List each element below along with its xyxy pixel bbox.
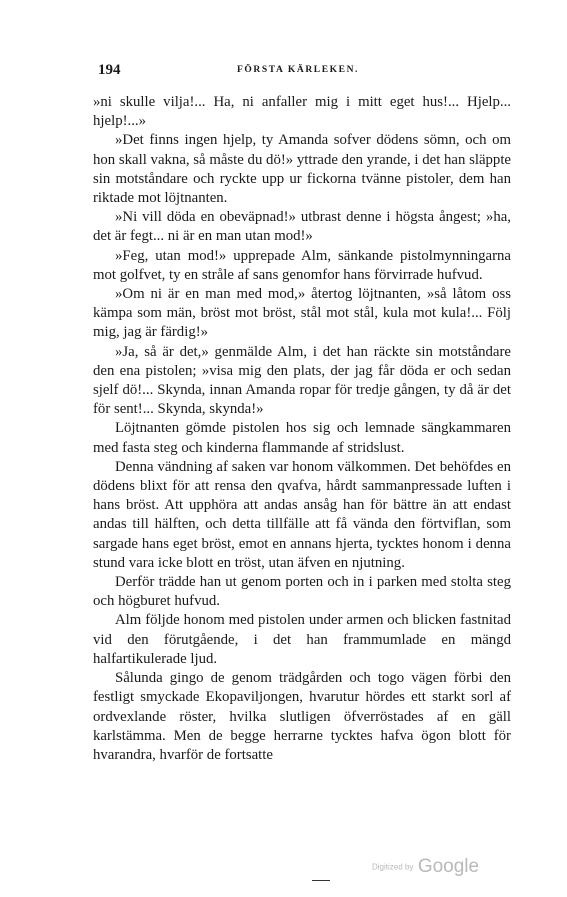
paragraph: »ni skulle vilja!... Ha, ni anfaller mig i mitt eget hus!... Hjelp... hjelp!...» [93,94,511,130]
footer-mark [312,880,330,881]
running-title: FÖRSTA KÄRLEKEN. [236,65,360,75]
paragraph: »Det finns ingen hjelp, ty Amanda sofver dödens sömn, och om hon skall vakna, så måste du dö!» yttrade den yrande, i det han släppte sin motståndare och ryckte upp ur fickorna tvänne pistoler, dem han riktade mot löjtnanten. [93,132,511,207]
body-text [93,93,511,765]
paragraph: Sålunda gingo de genom trädgården och togo vägen förbi den festligt smyckade Ekopaviljongen, hvarutur hördes ett starkt sorl af ordvexlande röster, hvilka slutligen öfverröstades af en gäll karlstämma. Men de begge herrarne tycktes hafva ögon blott för hvarandra, hvarför de fortsatte [93,670,511,763]
paragraph: »Om ni är en man med mod,» återtog löjtnanten, »så låtom oss kämpa som män, bröst mot bröst, stål mot stål, kula mot kula!... Följ mig, jag är färdig!» [93,286,511,341]
paragraph: »Feg, utan mod!» upprepade Alm, sänkande pistolmynningarna mot golfvet, ty en stråle af sans genomfor hans förvirrade hufvud. [93,247,511,283]
page-number: 194 [98,62,121,78]
paragraph: Alm följde honom med pistolen under armen och blicken fastnitad vid den förutgående, i det han frammumlade en mängd halfartikulerade ljud. [93,612,511,667]
paragraph: »Ni vill döda en obeväpnad!» utbrast denne i högsta ångest; »ha, det är fegt... ni är en man utan mod!» [93,209,511,245]
paragraph: »Ja, så är det,» genmälde Alm, i det han räckte sin motståndare den ena pistolen; »visa mig den plats, der jag får döda er och sedan sjelf dö!... Skynda, innan Amanda ropar för tredje gången, ty då är det för sent!... Skynda, skynda!» [93,343,511,418]
google-logo: Google [417,856,480,877]
digitized-by-google-watermark [372,856,479,878]
page-header [84,62,512,82]
paragraph: Denna vändning af saken var honom välkommen. Det behöfdes en dödens blixt för att rensa den qvafva, hårdt sammanpressade luften i hans bröst. Att upphöra att andas ansåg han för bättre än att endast andas till hälften, och detta tillfälle att få vända den förtviflan, som sargade hans eget bröst, emot en annans hjerta, tycktes honom i denna stund vara icke blott en tröst, utan äfven en njutning. [93,458,511,571]
paragraph: Löjtnanten gömde pistolen hos sig och lemnade sängkammaren med fasta steg och kinderna flammande af stridslust. [93,420,511,456]
watermark-prefix: Digitized by [372,862,414,872]
paragraph: Derför trädde han ut genom porten och in i parken med stolta steg och högburet hufvud. [93,574,511,610]
